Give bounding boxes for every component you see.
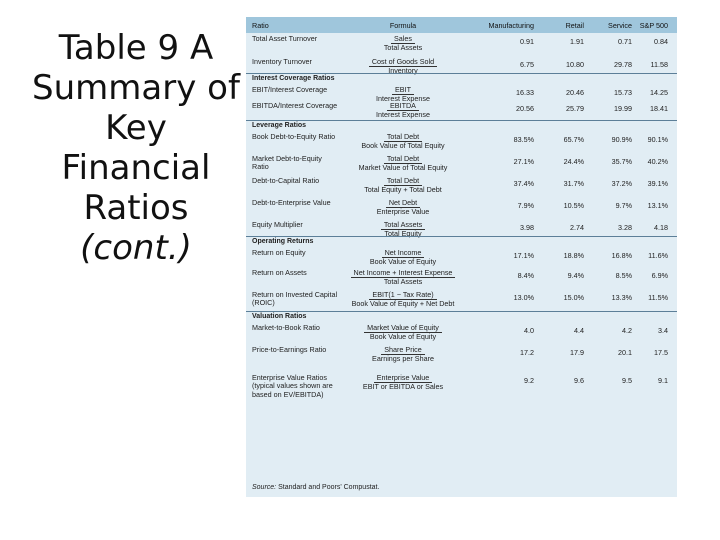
ratio-name: Inventory Turnover <box>252 57 312 66</box>
slide-title <box>22 28 250 268</box>
value-service: 19.99 <box>614 104 632 113</box>
table-row <box>246 267 677 289</box>
value-sp500: 11.58 <box>650 60 668 69</box>
value-manufacturing: 37.4% <box>513 179 534 188</box>
formula-numerator: Net Income + Interest Expense <box>351 269 456 278</box>
header-sp500: S&P 500 <box>639 21 668 30</box>
table-row <box>246 247 677 267</box>
formula-denominator: Interest Expense <box>376 94 430 104</box>
formula-denominator: Total Equity + Total Debt <box>364 185 442 195</box>
value-manufacturing: 0.91 <box>520 37 534 46</box>
value-service: 9.5 <box>622 376 632 385</box>
ratio-name: Return on Invested Capital (ROIC) <box>252 290 338 308</box>
value-sp500: 0.84 <box>654 37 668 46</box>
value-manufacturing: 20.56 <box>516 104 534 113</box>
formula <box>338 133 468 151</box>
value-manufacturing: 17.1% <box>513 251 534 260</box>
ratio-name: Return on Equity <box>252 248 306 257</box>
value-service: 4.2 <box>622 326 632 335</box>
value-manufacturing: 17.2 <box>520 348 534 357</box>
title-suffix: (cont.) <box>80 228 192 268</box>
value-manufacturing: 16.33 <box>516 88 534 97</box>
value-service: 16.8% <box>611 251 632 260</box>
value-sp500: 11.6% <box>648 251 668 260</box>
table-row <box>246 372 677 417</box>
value-retail: 9.6 <box>574 376 584 385</box>
formula-denominator: Total Assets <box>383 277 423 287</box>
value-manufacturing: 4.0 <box>524 326 534 335</box>
formula-denominator: Book Value of Equity + Net Debt <box>351 299 455 309</box>
formula-denominator: Earnings per Share <box>372 354 434 364</box>
value-retail: 1.91 <box>570 37 584 46</box>
value-manufacturing: 13.0% <box>513 293 534 302</box>
value-manufacturing: 6.75 <box>520 60 534 69</box>
value-retail: 15.0% <box>563 293 584 302</box>
value-retail: 10.80 <box>566 60 584 69</box>
table-row <box>246 289 677 311</box>
value-retail: 25.79 <box>566 104 584 113</box>
ratio-name: Market-to-Book Ratio <box>252 323 320 332</box>
value-service: 8.5% <box>615 271 632 280</box>
table-row <box>246 33 677 56</box>
value-retail: 9.4% <box>567 271 584 280</box>
formula-numerator: Total Debt <box>384 133 422 142</box>
formula <box>338 177 468 195</box>
section-title: Operating Returns <box>252 238 314 245</box>
table-body <box>246 33 677 417</box>
value-retail: 31.7% <box>563 179 584 188</box>
value-manufacturing: 3.98 <box>520 223 534 232</box>
formula-numerator: Total Assets <box>381 221 425 230</box>
formula <box>338 35 468 53</box>
formula <box>338 291 468 309</box>
header-service: Service <box>608 21 632 30</box>
value-manufacturing: 83.5% <box>513 135 534 144</box>
value-sp500: 13.1% <box>647 201 668 210</box>
title-line: Key <box>105 108 167 148</box>
table-row <box>246 219 677 239</box>
ratio-name: Book Debt-to-Equity Ratio <box>252 132 336 141</box>
formula-denominator: Total Equity <box>384 229 422 239</box>
title-line: Ratios <box>83 188 189 228</box>
formula-numerator: EBITDA <box>387 102 419 111</box>
ratio-name: Equity Multiplier <box>252 220 303 229</box>
header-ratio: Ratio <box>252 21 269 30</box>
value-manufacturing: 8.4% <box>517 271 534 280</box>
formula-numerator: EBIT <box>392 86 414 95</box>
source-label: Source: <box>252 484 277 491</box>
value-sp500: 39.1% <box>647 179 668 188</box>
ratio-name: EBITDA/Interest Coverage <box>252 101 338 110</box>
formula-numerator: Net Income <box>382 249 425 258</box>
ratio-table <box>246 17 677 497</box>
formula <box>338 102 468 120</box>
source-note <box>252 484 379 492</box>
formula-numerator: EBIT(1 − Tax Rate) <box>369 291 436 300</box>
table-row <box>246 175 677 197</box>
formula <box>338 346 468 364</box>
source-text: Standard and Poors' Compustat. <box>278 484 380 491</box>
section-header <box>246 236 677 247</box>
ratio-name: Enterprise Value Ratios (typical values shown are based on EV/EBITDA) <box>252 373 333 399</box>
formula-denominator: EBIT or EBITDA or Sales <box>362 382 444 392</box>
value-sp500: 4.18 <box>654 223 668 232</box>
formula-numerator: Total Debt <box>384 177 422 186</box>
value-service: 3.28 <box>618 223 632 232</box>
value-retail: 10.5% <box>563 201 584 210</box>
formula-denominator: Enterprise Value <box>376 207 430 217</box>
table-row <box>246 153 677 175</box>
value-service: 15.73 <box>614 88 632 97</box>
section-title: Valuation Ratios <box>252 313 307 320</box>
value-sp500: 11.5% <box>648 293 668 302</box>
value-service: 37.2% <box>611 179 632 188</box>
formula <box>338 324 468 342</box>
formula-numerator: Market Value of Equity <box>364 324 442 333</box>
formula <box>338 155 468 173</box>
value-service: 13.3% <box>611 293 632 302</box>
value-sp500: 9.1 <box>658 376 668 385</box>
value-service: 90.9% <box>611 135 632 144</box>
formula-denominator: Book Value of Total Equity <box>361 141 445 151</box>
value-sp500: 3.4 <box>658 326 668 335</box>
table-row <box>246 197 677 219</box>
formula-denominator: Inventory <box>388 66 418 76</box>
header-formula: Formula <box>389 21 417 30</box>
ratio-name: Price-to-Earnings Ratio <box>252 345 327 354</box>
formula-numerator: Cost of Goods Sold <box>369 58 437 67</box>
formula <box>338 269 468 287</box>
value-retail: 65.7% <box>563 135 584 144</box>
formula-denominator: Book Value of Equity <box>369 332 437 342</box>
ratio-name: Debt-to-Enterprise Value <box>252 198 331 207</box>
formula-numerator: Sales <box>391 35 415 44</box>
formula-numerator: Net Debt <box>386 199 420 208</box>
table-row <box>246 84 677 104</box>
formula-numerator: Total Debt <box>384 155 422 164</box>
value-service: 9.7% <box>615 201 632 210</box>
value-sp500: 6.9% <box>651 271 668 280</box>
title-line: Summary of <box>32 68 240 108</box>
title-line: Financial <box>61 148 211 188</box>
formula-numerator: Enterprise Value <box>374 374 433 383</box>
value-sp500: 14.25 <box>650 88 668 97</box>
formula <box>338 249 468 267</box>
formula-denominator: Book Value of Equity <box>369 257 437 267</box>
value-sp500: 17.5 <box>654 348 668 357</box>
table-row <box>246 100 677 120</box>
ratio-name: Debt-to-Capital Ratio <box>252 176 320 185</box>
value-retail: 17.9 <box>570 348 584 357</box>
value-service: 0.71 <box>618 37 632 46</box>
formula <box>338 374 468 392</box>
value-service: 20.1 <box>618 348 632 357</box>
value-retail: 20.46 <box>566 88 584 97</box>
section-header <box>246 73 677 84</box>
value-service: 35.7% <box>611 157 632 166</box>
table-row <box>246 322 677 344</box>
table-row <box>246 56 677 76</box>
section-header <box>246 311 677 322</box>
table-row <box>246 131 677 153</box>
formula-numerator: Share Price <box>381 346 425 355</box>
formula-denominator: Market Value of Total Equity <box>358 163 448 173</box>
title-line: Table 9 A <box>58 28 214 68</box>
table-header <box>246 17 677 33</box>
value-service: 29.78 <box>614 60 632 69</box>
value-manufacturing: 7.9% <box>517 201 534 210</box>
value-sp500: 40.2% <box>647 157 668 166</box>
value-retail: 18.8% <box>563 251 584 260</box>
ratio-name: Total Asset Turnover <box>252 34 318 43</box>
header-retail: Retail <box>565 21 584 30</box>
ratio-name: EBIT/Interest Coverage <box>252 85 328 94</box>
value-retail: 24.4% <box>563 157 584 166</box>
value-manufacturing: 9.2 <box>524 376 534 385</box>
section-title: Interest Coverage Ratios <box>252 75 335 82</box>
formula-denominator: Interest Expense <box>376 110 430 120</box>
value-sp500: 18.41 <box>650 104 668 113</box>
value-retail: 4.4 <box>574 326 584 335</box>
table-row <box>246 344 677 372</box>
value-sp500: 90.1% <box>647 135 668 144</box>
header-manufacturing: Manufacturing <box>488 21 534 30</box>
ratio-name: Return on Assets <box>252 268 307 277</box>
value-manufacturing: 27.1% <box>513 157 534 166</box>
section-header <box>246 120 677 131</box>
ratio-name: Market Debt-to-Equity Ratio <box>252 154 322 172</box>
formula-denominator: Total Assets <box>383 43 423 53</box>
section-title: Leverage Ratios <box>252 122 307 129</box>
value-retail: 2.74 <box>570 223 584 232</box>
formula <box>338 199 468 217</box>
